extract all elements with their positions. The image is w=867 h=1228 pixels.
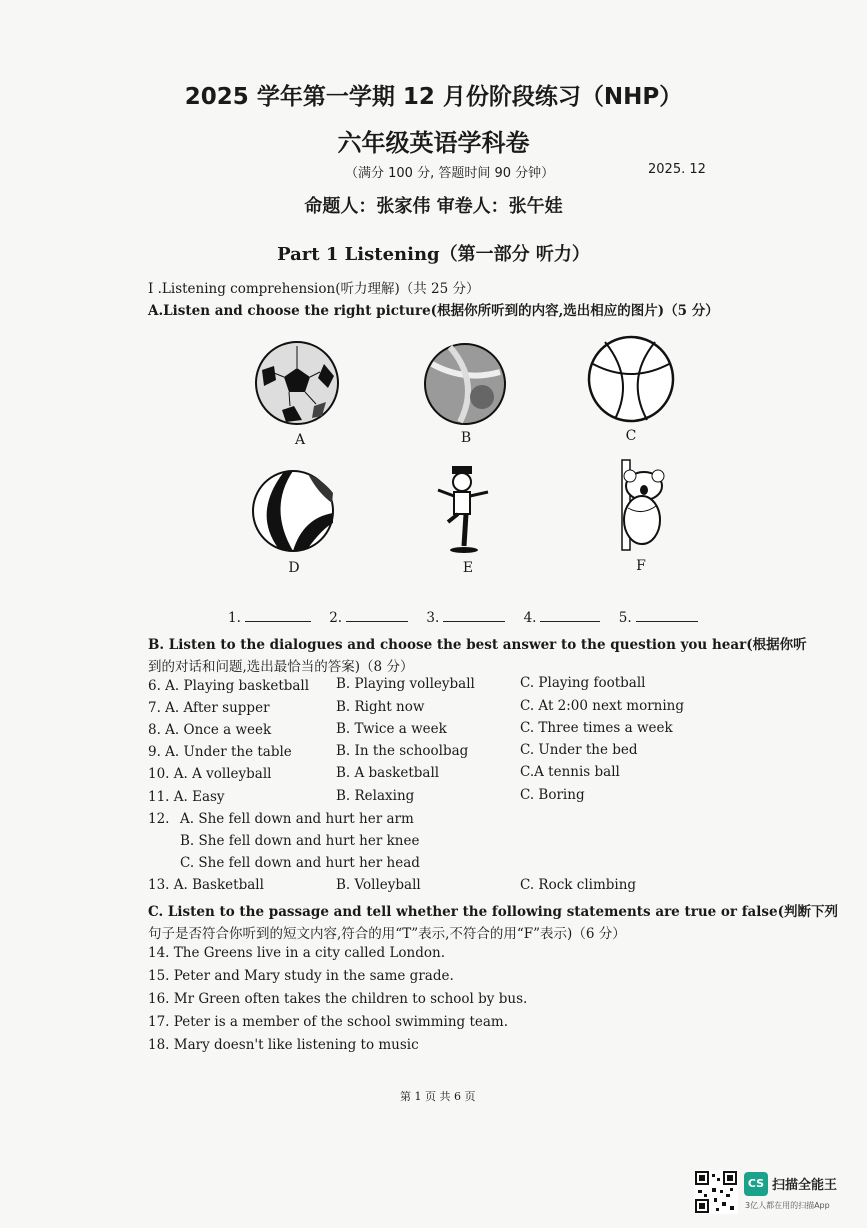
exam-subtitle: 六年级英语学科卷 bbox=[337, 129, 530, 157]
koala-icon bbox=[608, 458, 668, 552]
brand-name: 扫描全能王 bbox=[772, 1178, 838, 1193]
q12-number: 12. bbox=[148, 811, 170, 827]
q11-option-c[interactable]: C. Boring bbox=[520, 787, 585, 803]
basketball-icon bbox=[585, 334, 677, 424]
q12-option-c[interactable]: C. She fell down and hurt her head bbox=[180, 855, 420, 871]
picture-label-c: C bbox=[625, 428, 637, 444]
section-b-heading: B. Listen to the dialogues and choose the best answer to the question you hear(根据你听 bbox=[148, 637, 807, 653]
q12-option-a[interactable]: A. She fell down and hurt her arm bbox=[180, 811, 414, 827]
authors-line: 命题人：张家伟 审卷人：张午娃 bbox=[304, 196, 563, 217]
q7-option-c[interactable]: C. At 2:00 next morning bbox=[520, 698, 685, 714]
q12-option-b[interactable]: B. She fell down and hurt her knee bbox=[180, 833, 420, 849]
statement-15: 15. Peter and Mary study in the same grade. bbox=[148, 968, 454, 984]
blank-label: 2. bbox=[329, 610, 343, 626]
q8-option-b[interactable]: B. Twice a week bbox=[336, 721, 447, 737]
exam-date: 2025. 12 bbox=[648, 162, 706, 177]
qr-code-icon bbox=[694, 1170, 738, 1214]
q6-option-b[interactable]: B. Playing volleyball bbox=[336, 676, 475, 692]
statement-16: 16. Mr Green often takes the children to school by bus. bbox=[148, 991, 528, 1007]
statement-18: 18. Mary doesn't like listening to music bbox=[148, 1037, 419, 1053]
q8-option-c[interactable]: C. Three times a week bbox=[520, 720, 673, 736]
answer-blank-5[interactable] bbox=[636, 611, 698, 622]
q13-option-b[interactable]: B. Volleyball bbox=[336, 877, 421, 893]
page-number: 第 1 页 共 6 页 bbox=[400, 1090, 476, 1103]
q9-option-c[interactable]: C. Under the bed bbox=[520, 742, 638, 758]
q10-option-c[interactable]: C.A tennis ball bbox=[520, 764, 620, 780]
soccer-ball-icon bbox=[252, 340, 342, 426]
blank-label: 1. bbox=[228, 610, 241, 626]
exam-title: 2025 学年第一学期 12 月份阶段练习（NHP） bbox=[184, 84, 683, 110]
part-title: Part 1 Listening（第一部分 听力） bbox=[277, 244, 590, 265]
brand-tagline: 3亿人都在用的扫描App bbox=[745, 1201, 830, 1210]
answer-blank-3[interactable] bbox=[443, 611, 505, 622]
q13-option-c[interactable]: C. Rock climbing bbox=[520, 877, 637, 893]
answer-blank-2[interactable] bbox=[346, 611, 408, 622]
q9-option-a[interactable]: 9. A. Under the table bbox=[148, 744, 292, 760]
q10-option-a[interactable]: 10. A. A volleyball bbox=[148, 766, 272, 782]
score-note: （满分 100 分, 答题时间 90 分钟） bbox=[345, 166, 555, 181]
blank-label: 3. bbox=[426, 610, 440, 626]
answer-blanks bbox=[228, 610, 698, 626]
q6-option-c[interactable]: C. Playing football bbox=[520, 675, 646, 691]
blank-label: 4. bbox=[523, 610, 537, 626]
section-c-heading: C. Listen to the passage and tell whether the following statements are true or false(判断下列 bbox=[148, 904, 839, 920]
camscanner-logo-icon: CS bbox=[744, 1172, 768, 1196]
section-b-heading-cont: 到的对话和问题,选出最恰当的答案)（8 分） bbox=[148, 659, 414, 675]
q6-option-a[interactable]: 6. A. Playing basketball bbox=[148, 678, 310, 694]
section-heading: I .Listening comprehension(听力理解)（共 25 分） bbox=[148, 281, 480, 297]
picture-label-f: F bbox=[636, 558, 646, 574]
blank-label: 5. bbox=[618, 610, 632, 626]
picture-label-a: A bbox=[294, 432, 306, 448]
q13-option-a[interactable]: 13. A. Basketball bbox=[148, 877, 264, 893]
statement-14: 14. The Greens live in a city called London. bbox=[148, 945, 445, 961]
q9-option-b[interactable]: B. In the schoolbag bbox=[336, 743, 469, 759]
answer-blank-1[interactable] bbox=[245, 611, 311, 622]
picture-label-d: D bbox=[288, 560, 300, 576]
section-c-heading-cont: 句子是否符合你听到的短文内容,符合的用“T”表示,不符合的用“F”表示)（6 分） bbox=[148, 926, 626, 942]
statement-17: 17. Peter is a member of the school swimming team. bbox=[148, 1014, 508, 1030]
volleyball-icon bbox=[248, 468, 338, 554]
q7-option-b[interactable]: B. Right now bbox=[336, 699, 425, 715]
q11-option-a[interactable]: 11. A. Easy bbox=[148, 789, 225, 805]
q11-option-b[interactable]: B. Relaxing bbox=[336, 788, 415, 804]
section-a-heading: A.Listen and choose the right picture(根据你所听到的内容,选出相应的图片)（5 分） bbox=[148, 303, 719, 319]
answer-blank-4[interactable] bbox=[540, 611, 600, 622]
picture-label-e: E bbox=[462, 560, 474, 576]
q8-option-a[interactable]: 8. A. Once a week bbox=[148, 722, 272, 738]
ball-icon bbox=[420, 342, 510, 426]
q10-option-b[interactable]: B. A basketball bbox=[336, 765, 440, 781]
picture-label-b: B bbox=[460, 430, 472, 446]
q7-option-a[interactable]: 7. A. After supper bbox=[148, 700, 270, 716]
kungfu-figure-icon bbox=[428, 462, 498, 554]
